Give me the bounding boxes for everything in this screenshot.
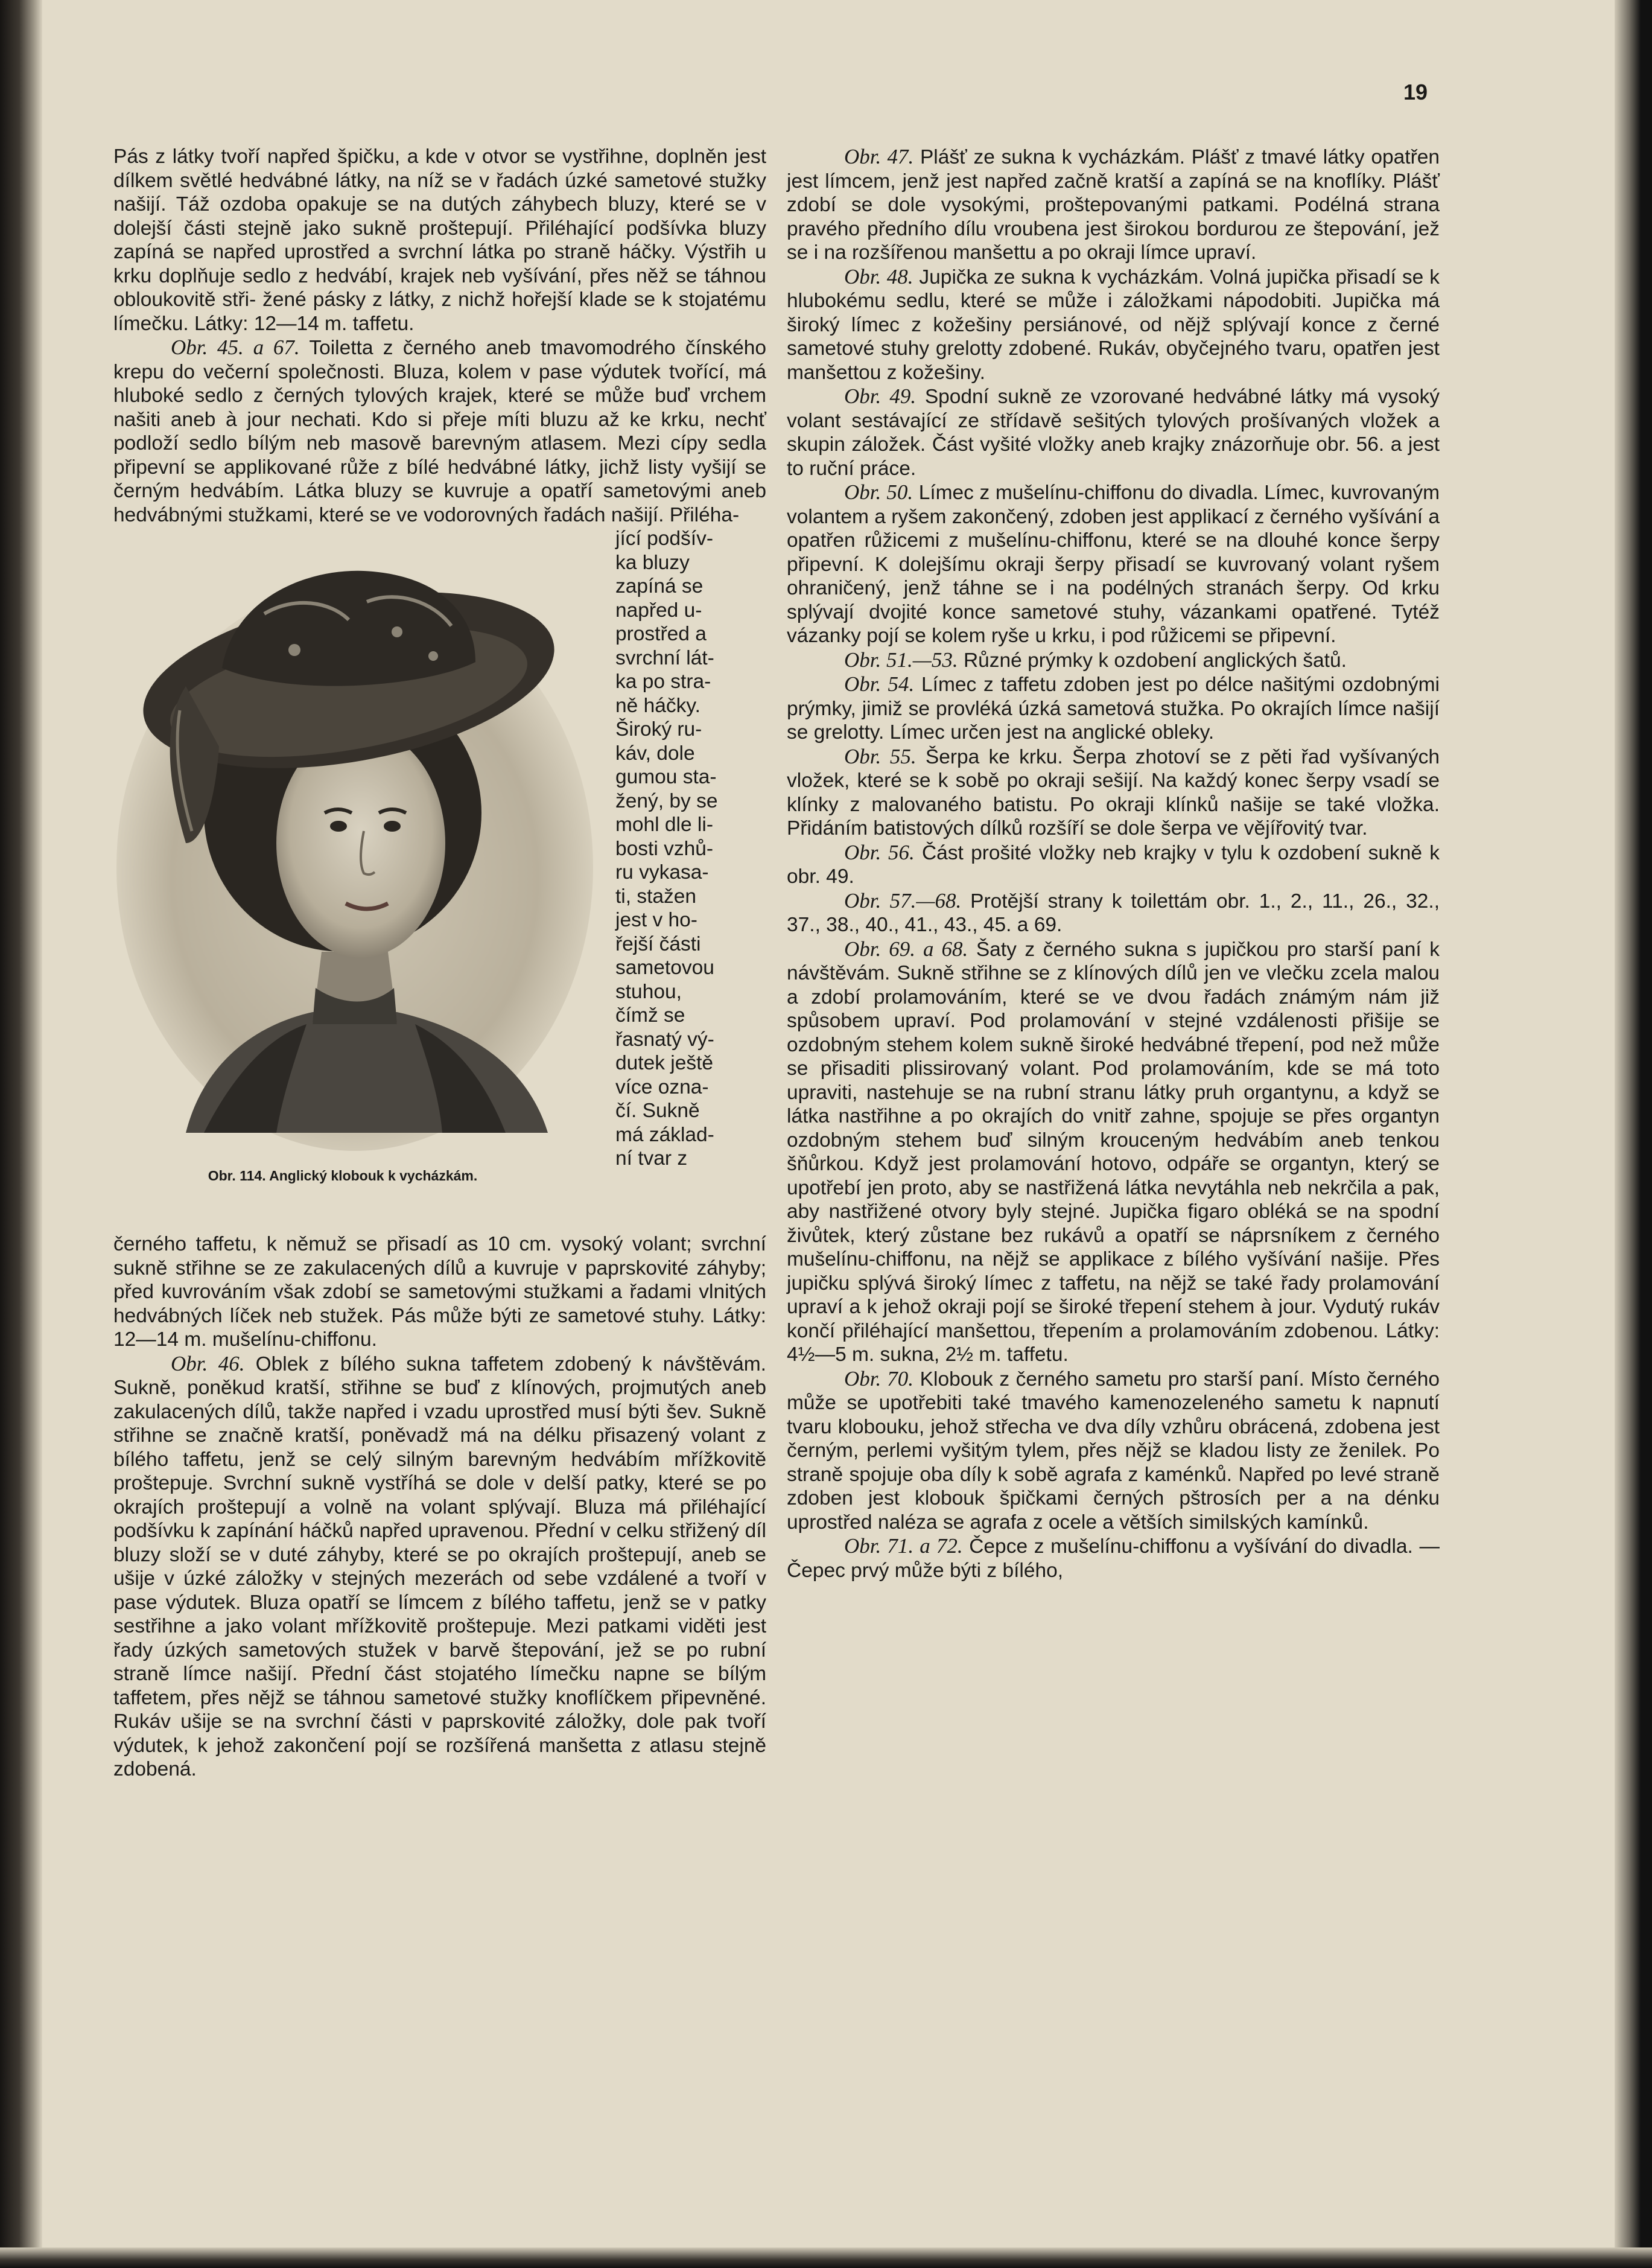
paragraph-item xyxy=(787,480,1440,648)
wrapped-line: řejší části xyxy=(615,932,701,955)
paragraph-obr-45 xyxy=(113,336,766,527)
figure-114 xyxy=(113,529,602,1232)
wrapped-line: zapíná se xyxy=(615,575,704,597)
wrapped-line: čí. Sukně xyxy=(615,1100,700,1122)
book-binding-shadow xyxy=(0,0,42,2268)
wrapped-line: prostřed a xyxy=(615,623,707,645)
figure-reference: Obr. 46. xyxy=(171,1351,245,1375)
wrapped-line: svrchní lát- xyxy=(615,646,714,669)
hat-portrait-illustration xyxy=(113,529,596,1163)
page-edge-right xyxy=(1615,0,1652,2268)
figure-reference: Obr. 71. a 72. xyxy=(844,1534,963,1558)
figure-reference: Obr. 47. xyxy=(844,145,914,168)
right-column xyxy=(787,145,1440,1582)
figure-caption: Obr. 114. Anglický klobouk k vycházkám. xyxy=(208,1168,478,1183)
paragraph-text: Šaty z černého sukna s jupičkou pro starší paní k návštěvám. Sukně střihne se z klínových dílů jen ve vlečku zcela malou a zdobí prolamováním, které se ve dvou řadách známým nám již spůsobem upraví. Pod prolamování v stejné vzdálenosti přišije se ozdobným stehem kolem sukně široké hedvábné třepení, pod než může se přisaditi plissirovaný volant. Pod prolamováním, kde se má toto upraviti, nastehuje se na rubní stranu látky pruh organtynu, a když se látka nastřihne a po okrajích do vnitř zahne, spojuje se přes organtyn ozdobným stehem buď silným krouceným hedvábím aneb tenkou šňůrkou. Když jest prolamování hotovo, odpáře se organtyn, který se upotřebí jen proto, aby se nastřižená látka nevytáhla neb nekrčila a pak, aby nastřižené otvory byly stejné. Jupička figaro obléká se na spodní živůtek, který zůstane bez rukávů a opatří se náprsníkem z černého mušelínu-chiffonu, na nějž se applikace z bílého vyšívání našije. Přes jupičku splývá široký límec z taffetu, na nějž se také řady prolamování upraví a k jehož okraji pojí se široké třepení stehem à jour. Vydutý rukáv končí přiléhající manšettou, třepením a prolamováním zdobenou. Látky: 4½—5 m. sukna, 2½ m. taffetu. xyxy=(787,938,1440,1366)
wrapped-line: ně háčky. xyxy=(615,694,701,717)
paragraph-item xyxy=(787,745,1440,841)
paragraph-text: Klobouk z černého sametu pro starší paní. Místo černého může se upotřebiti také tmavého kamenozeleného sametu k napnutí tvaru klobouku, jehož střecha ve dva díly vzhůru obrácená, zdobena jest černým, perlemi vyšitým tylem, přes nějž se kladou listy ze ženilek. Po straně spojuje oba díly k sobě agrafa z kaménků. Napřed po levé straně zdoben jest klobouk špičkami černých pštrosích per a na dénku uprostřed naléza se agrafa z ocele a větších similských kamínků. xyxy=(787,1368,1440,1534)
wrapped-line: žený, by se xyxy=(615,789,718,812)
paragraph-item xyxy=(787,937,1440,1367)
wrapped-line: jící podšív- xyxy=(615,527,713,550)
page-edge-bottom xyxy=(0,2247,1652,2268)
paragraph-text: Spodní sukně ze vzorované hedvábné látky má vysoký volant sestávající ze střídavě sešitých tylových prošívaných vložek a skupin záložek. Část vyšité vložky aneb krajky znázorňuje obr. 56. a jest to ruční práce. xyxy=(787,386,1440,480)
wrapped-line: ti, stažen xyxy=(615,885,697,908)
figure-wrap xyxy=(113,527,766,1232)
wrapped-line: jest v ho- xyxy=(615,909,697,931)
wrapped-line: čímž se xyxy=(615,1004,685,1027)
figure-reference: Obr. 70. xyxy=(844,1366,914,1390)
wrapped-line: ka bluzy xyxy=(615,551,690,574)
wrapped-line: bosti vzhů- xyxy=(615,837,713,860)
paragraph-item xyxy=(787,384,1440,480)
paragraph-text: Oblek z bílého sukna taffetem zdobený k návštěvám. Sukně, poněkud kratší, střihne se buď z klínových, projmutých aneb zakulacených dílů, takže napřed i vzadu uprostřed musí býti šev. Sukně střihne se značně kratší, poněvadž má na délku přisazený volant z bílého taffetu, jenž se celý silným barevným hedvábím mřížkovitě proštepuje. Svrchní sukně vystříhá se dole v delší patky, které se po okrajích proštepují a volně na volant splývají. Bluza má přiléhající podšívku k zapínání háčků napřed upravenou. Přední v celku střižený díl bluzy složí se v duté záhyby, které se po okrajích proštepují, aneb se ušije v úzké záložky v stejných mezerách od sebe vzdálené a tvoří v pase výdutek. Bluza opatří se límcem z bílého taffetu, jenž se v patky sestřihne a jako volant mřížkovitě proštepuje. Mezi patkami viděti jest řady úzkých sametových stužek v barvě štepování, jež se po rubní straně límce našijí. Přední část stojatého límečku napne se bílým taffetem, přes nějž se táhnou sametové stužky knoflíčkem připevněné. Rukáv ušije se na svrchní části v paprskovité záložky, dole pak tvoří výdutek, k jehož zakončení pojí se rozšířená manšetta z atlasu stejně zdobená. xyxy=(113,1352,766,1780)
paragraph-obr-46 xyxy=(113,1352,766,1782)
paragraph-belt: Pás z látky tvoří napřed špičku, a kde v otvor se vystřihne, doplněn jest dílkem světlé hedvábné látky, na níž se v řadách úzké sametové stužky našijí. Táž ozdoba opakuje se na dutých záhybech bluzy, které se v dolejší části stejně jako sukně proštepují. Přiléhající podšívka bluzy zapíná se napřed uprostřed a svrchní látka po straně háčky. Výstřih u krku doplňuje sedlo z hedvábí, krajek neb vyšívání, přes něž se táhnou obloukovitě stři- žené pásky z látky, z nichž hořejší klade se k stojatému límečku. Látky: 12—14 m. taffetu. xyxy=(113,145,766,335)
wrapped-line: gumou sta- xyxy=(615,766,717,788)
figure-reference: Obr. 49. xyxy=(844,384,917,408)
figure-reference: Obr. 45. a 67. xyxy=(171,336,300,359)
figure-reference: Obr. 55. xyxy=(844,744,917,768)
wrapped-line: stuhou, xyxy=(615,980,682,1003)
paragraph-text: Toiletta z černého aneb tmavomodrého čínského krepu do večerní společnosti. Bluza, kolem v pase výdutek tvořící, má hluboké sedlo z černých tylových krajek, které se může buď vrchem našiti aneb à jour nechati. Kdo si přeje míti bluzu až ke krku, nechť podloží sedlo bílým neb masově barevným atlasem. Mezi cípy sedla připevní se applikované růže z bílé hedvábné látky, jichž listy vyšijí se černým hedvábím. Látka bluzy se kuvruje a opatří sametovými aneb hedvábnými stužkami, které se ve vodorovných řadách našijí. Přiléha- xyxy=(113,337,766,526)
figure-reference: Obr. 69. a 68. xyxy=(844,937,968,961)
figure-reference: Obr. 57.—68. xyxy=(844,888,962,913)
wrapped-line: dutek ještě xyxy=(615,1052,714,1074)
page-number: 19 xyxy=(1403,80,1428,104)
wrapped-text xyxy=(615,527,766,1232)
paragraph-text: Část prošité vložky neb krajky v tylu k ozdobení sukně k obr. 49. xyxy=(787,841,1440,888)
wrapped-line: sametovou xyxy=(615,957,714,979)
wrapped-line: ka po stra- xyxy=(615,671,711,693)
paragraph-item xyxy=(787,672,1440,745)
figure-reference: Obr. 50. xyxy=(844,480,913,504)
paragraph-item xyxy=(787,1367,1440,1535)
wrapped-line: mohl dle li- xyxy=(615,814,713,836)
paragraph-text: Čepce z mušelínu-chiffonu a vyšívání do divadla. — Čepec prvý může býti z bílého, xyxy=(787,1535,1440,1582)
paragraph-item xyxy=(787,889,1440,937)
paragraph-continued: černého taffetu, k němuž se přisadí as 10 cm. vysoký volant; svrchní sukně střihne se ze zakulacených dílů a kuvruje v paprskovité záhyby; před kuvrováním však zdobí se sametovými stužkami a řadami vlnitých hedvábných líček neb stužek. Pás může býti ze sametové stuhy. Látky: 12—14 m. mušelínu-chiffonu. xyxy=(113,1233,766,1351)
wrapped-line: má základ- xyxy=(615,1123,714,1146)
figure-reference: Obr. 48. xyxy=(844,264,913,288)
figure-reference: Obr. 51.—53. xyxy=(844,648,958,672)
paragraph-item xyxy=(787,648,1440,673)
wrapped-line: řasnatý vý- xyxy=(615,1028,714,1051)
paragraph-item xyxy=(787,1534,1440,1582)
paragraph-item xyxy=(787,841,1440,889)
wrapped-line: káv, dole xyxy=(615,742,695,765)
paragraph-text: Různé prýmky k ozdobení anglických šatů. xyxy=(958,649,1347,672)
left-column xyxy=(113,145,766,1782)
paragraph-text: Plášť ze sukna k vycházkám. Plášť z tmavé látky opatřen jest límcem, jenž jest napřed začně kratší a zapíná se na knoflíky. Plášť zdobí se dole vysokými, proštepovanými patkami. Podélná strana pravého předního dílu vroubena jest širokou bordurou ze štepování, jež se i na rozšířenou manšettu a po okraji límce upraví. xyxy=(787,146,1440,264)
wrapped-line: Široký ru- xyxy=(615,718,702,741)
paragraph-text: Jupička ze sukna k vycházkám. Volná jupička přisadí se k hlubokému sedlu, které se může i záložkami nápodobiti. Jupička má široký límec z kožešiny persiánové, od nějž splývají konce z černé sametové stuhy grelotty zdobené. Rukáv, obyčejného tvaru, opatřen jest manšettou z kožešiny. xyxy=(787,266,1440,384)
paragraph-item xyxy=(787,145,1440,265)
wrapped-line: ru vykasa- xyxy=(615,861,709,884)
paragraph-text: Protější strany k toilettám obr. 1., 2., 11., 26., 32., 37., 38., 40., 41., 43., 45. a 69. xyxy=(787,890,1440,936)
wrapped-line: napřed u- xyxy=(615,599,702,622)
figure-reference: Obr. 54. xyxy=(844,672,915,696)
wrapped-line: ní tvar z xyxy=(615,1147,688,1170)
paragraph-item xyxy=(787,265,1440,385)
paragraph-text: Šerpa ke krku. Šerpa zhotoví se z pěti řad vyšívaných vložek, které se k sobě po okraji sešijí. Na každý konec šerpy vsadí se klínky z malovaného batistu. Po okraji klínků našije se také vložka. Přidáním batistových dílků rozšíří se dole šerpa ve vějířovitý tvar. xyxy=(787,745,1440,839)
paragraph-text: Límec z mušelínu-chiffonu do divadla. Límec, kuvrovaným volantem a ryšem zakončený, zdoben jest applikací z černého vyšívání a opatřen růžicemi z mušelínu-chiffonu, které se na dlouhé konce šerpy připevní. K dolejšímu okraji šerpy přisadí se kuvrovaný volant ryšem ohraničený, jenž táhne se i na podélných stranách šerpy. Od krku splývají dvojité konce sametové stuhy, vázankami opatřené. Tytéž vázanky pojí se kolem ryše u krku, i pod růžicemi se připevní. xyxy=(787,482,1440,647)
figure-reference: Obr. 56. xyxy=(844,840,915,864)
wrapped-line: více ozna- xyxy=(615,1075,709,1098)
paragraph-text: Límec z taffetu zdoben jest po délce našitými ozdobnými prýmky, jimiž se provléká úzká sametová stužka. Po okrajích límce našijí se grelotty. Límec určen jest na anglické obleky. xyxy=(787,674,1440,744)
